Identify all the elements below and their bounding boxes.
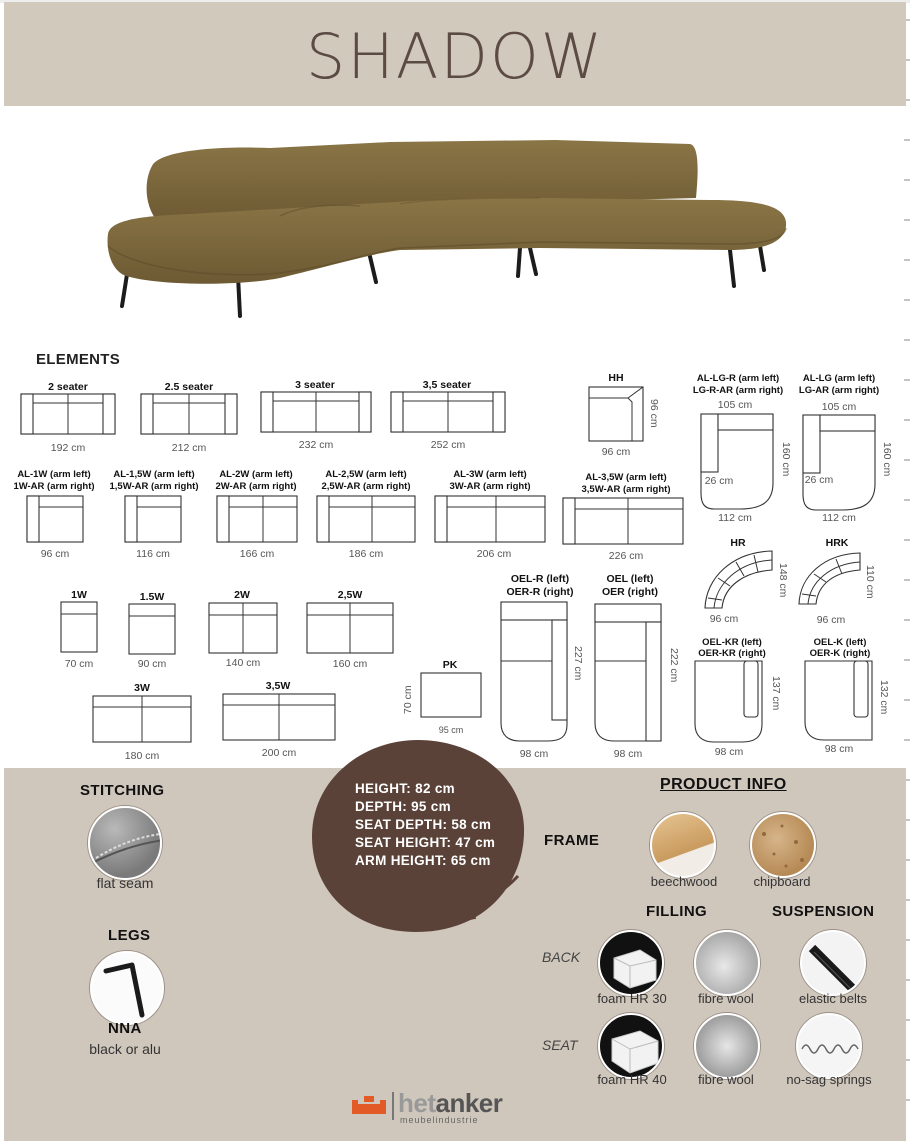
module-dim: 166 cm <box>239 548 275 560</box>
module-dim: 26 cm <box>804 474 834 486</box>
module-dim: 96 cm <box>601 446 631 458</box>
module-al-1-5w <box>124 495 182 545</box>
module-label: 1.5W <box>139 591 165 603</box>
module-label: OER-R (right) <box>506 586 574 598</box>
module-label: 1W <box>71 589 87 601</box>
module-al-lg <box>802 414 876 512</box>
module-label: PK <box>442 659 458 671</box>
legs-title: LEGS <box>108 927 151 944</box>
module-dim: 96 cm <box>709 613 739 625</box>
module-oel-k <box>804 660 874 742</box>
suspension-title: SUSPENSION <box>772 903 875 920</box>
module-label: 2 seater <box>48 381 88 393</box>
module-hh <box>588 386 644 442</box>
module-hrk <box>798 552 862 606</box>
module-dim: 200 cm <box>261 747 297 759</box>
module-oel <box>594 603 662 743</box>
back-caption: foam HR 30 <box>597 991 667 1006</box>
seat-caption: no-sag springs <box>786 1072 872 1087</box>
header-band <box>4 2 906 106</box>
stitching-image <box>88 806 162 880</box>
module-dim: 98 cm <box>613 748 643 760</box>
module-dim: 96 cm <box>648 399 660 428</box>
module-label: AL-2,5W (arm left) <box>325 469 407 480</box>
module-dim: 98 cm <box>824 743 854 755</box>
module-label: 2W <box>234 589 250 601</box>
product-info-title: PRODUCT INFO <box>660 776 787 793</box>
stitching-title: STITCHING <box>80 782 165 799</box>
module-dim: 105 cm <box>717 399 753 411</box>
module-dim: 110 cm <box>864 565 876 599</box>
module-label: 3,5W <box>265 680 291 692</box>
module-label: OEL-KR (left) <box>702 637 762 648</box>
module-dim: 252 cm <box>430 439 466 451</box>
frame-title: FRAME <box>544 832 600 849</box>
brand-name-bold: anker <box>435 1088 503 1118</box>
module-dim: 222 cm <box>668 648 680 683</box>
elements-title: ELEMENTS <box>36 351 121 368</box>
module-3-seater <box>260 391 372 435</box>
page-title: SHADOW <box>305 20 605 93</box>
module-dim: 116 cm <box>136 548 170 560</box>
module-dim: 98 cm <box>714 746 744 758</box>
back-caption: fibre wool <box>698 991 754 1006</box>
module-label: 3,5W-AR (arm right) <box>581 484 671 495</box>
frame-caption: beechwood <box>650 874 718 889</box>
module-al-lg-r <box>700 413 774 511</box>
seat-caption: foam HR 40 <box>597 1072 667 1087</box>
foam-hr40-image <box>598 1013 664 1079</box>
module-dim: 105 cm <box>821 401 857 413</box>
module-oel-r <box>500 601 568 743</box>
module-2-5w <box>306 602 394 654</box>
module-label: 2.5 seater <box>164 381 214 393</box>
beechwood-image <box>650 812 716 878</box>
module-label: HR <box>730 537 746 549</box>
module-2-seater <box>20 393 116 437</box>
module-label: 1,5W-AR (arm right) <box>109 481 199 492</box>
module-3-5-seater <box>390 391 506 435</box>
module-label: OER-K (right) <box>809 648 871 659</box>
module-dim: 96 cm <box>816 614 846 626</box>
module-label: OEL-R (left) <box>510 573 570 585</box>
module-label: OEL (left) <box>606 573 654 585</box>
fibre-wool-image <box>694 1013 760 1079</box>
module-dim: 180 cm <box>124 750 160 762</box>
no-sag-springs-image <box>796 1013 862 1079</box>
brand-divider <box>392 1092 394 1120</box>
module-al-1w <box>26 495 84 545</box>
module-dim: 192 cm <box>50 442 86 454</box>
module-dim: 140 cm <box>225 657 261 669</box>
dim-seat-height: SEAT HEIGHT: 47 cm <box>355 835 496 850</box>
module-dim: 112 cm <box>718 512 752 524</box>
module-label: AL-LG-R (arm left) <box>696 373 780 384</box>
module-dim: 227 cm <box>572 646 584 681</box>
module-dim: 206 cm <box>476 548 512 560</box>
module-label: HH <box>608 372 624 384</box>
seat-caption: fibre wool <box>698 1072 754 1087</box>
module-al-3-5w <box>562 497 684 547</box>
module-dim: 212 cm <box>171 442 207 454</box>
module-2w <box>208 602 278 654</box>
frame-caption: chipboard <box>753 874 811 889</box>
fibre-wool-image <box>694 930 760 996</box>
module-dim: 137 cm <box>770 676 782 711</box>
module-label: 2,5W <box>337 589 363 601</box>
module-1-5w <box>128 603 176 655</box>
module-pk <box>420 672 482 718</box>
back-caption: elastic belts <box>799 991 867 1006</box>
module-al-3w <box>434 495 546 545</box>
module-label: AL-3,5W (arm left) <box>585 472 667 483</box>
module-dim: 148 cm <box>777 563 789 598</box>
module-dim: 26 cm <box>704 475 734 487</box>
legs-name: NNA <box>108 1020 142 1037</box>
module-label: OER-KR (right) <box>698 648 766 659</box>
module-dim: 95 cm <box>438 725 464 735</box>
legs-caption: black or alu <box>89 1041 161 1057</box>
module-label: HRK <box>825 537 849 549</box>
module-label: AL-2W (arm left) <box>219 469 293 480</box>
filling-title: FILLING <box>646 903 708 920</box>
elastic-belts-image <box>800 930 866 996</box>
module-dim: 160 cm <box>780 442 792 477</box>
module-dim: 226 cm <box>608 550 644 562</box>
module-label: 3W <box>134 682 150 694</box>
module-label: LG-AR (arm right) <box>798 385 880 396</box>
module-dim: 70 cm <box>64 658 94 670</box>
module-label: OEL-K (left) <box>813 637 867 648</box>
legs-image <box>90 951 164 1025</box>
module-dim: 98 cm <box>519 748 549 760</box>
dim-seat-depth: SEAT DEPTH: 58 cm <box>355 817 492 832</box>
module-dim: 132 cm <box>878 680 890 715</box>
module-label: 1W-AR (arm right) <box>13 481 95 492</box>
module-label: LG-R-AR (arm right) <box>692 385 784 396</box>
module-label: 2,5W-AR (arm right) <box>321 481 411 492</box>
module-dim: 160 cm <box>881 442 893 477</box>
foam-hr30-image <box>598 930 664 996</box>
module-dim: 232 cm <box>298 439 334 451</box>
brand-name-light: het <box>398 1088 436 1118</box>
module-oel-kr <box>694 660 764 744</box>
module-al-2-5w <box>316 495 416 545</box>
module-label: 3W-AR (arm right) <box>449 481 531 492</box>
brand-subtitle: meubelindustrie <box>400 1115 479 1125</box>
module-label: AL-1,5W (arm left) <box>113 469 195 480</box>
brand-logo-icon <box>350 1094 388 1116</box>
module-label: OER (right) <box>602 586 658 598</box>
module-dim: 90 cm <box>137 658 167 670</box>
stitching-caption: flat seam <box>96 875 154 891</box>
module-label: AL-LG (arm left) <box>802 373 876 384</box>
module-label: AL-3W (arm left) <box>453 469 527 480</box>
module-dim: 70 cm <box>402 685 414 714</box>
module-2-5-seater <box>140 393 238 437</box>
dim-arm-height: ARM HEIGHT: 65 cm <box>355 853 491 868</box>
module-al-2w <box>216 495 298 545</box>
back-label: BACK <box>542 949 581 965</box>
module-3w <box>92 695 192 745</box>
module-dim: 96 cm <box>40 548 70 560</box>
module-dim: 160 cm <box>332 658 368 670</box>
dim-depth: DEPTH: 95 cm <box>355 799 451 814</box>
module-label: 3 seater <box>295 379 335 391</box>
module-dim: 112 cm <box>822 512 856 524</box>
chipboard-image <box>750 812 816 878</box>
dim-height: HEIGHT: 82 cm <box>355 781 455 796</box>
sofa-image <box>100 136 790 324</box>
seat-label: SEAT <box>542 1037 578 1053</box>
module-label: 3,5 seater <box>422 379 472 391</box>
module-label: 2W-AR (arm right) <box>215 481 297 492</box>
module-label: AL-1W (arm left) <box>17 469 91 480</box>
module-1w <box>60 601 98 653</box>
module-hr <box>704 550 774 610</box>
module-dim: 186 cm <box>348 548 384 560</box>
